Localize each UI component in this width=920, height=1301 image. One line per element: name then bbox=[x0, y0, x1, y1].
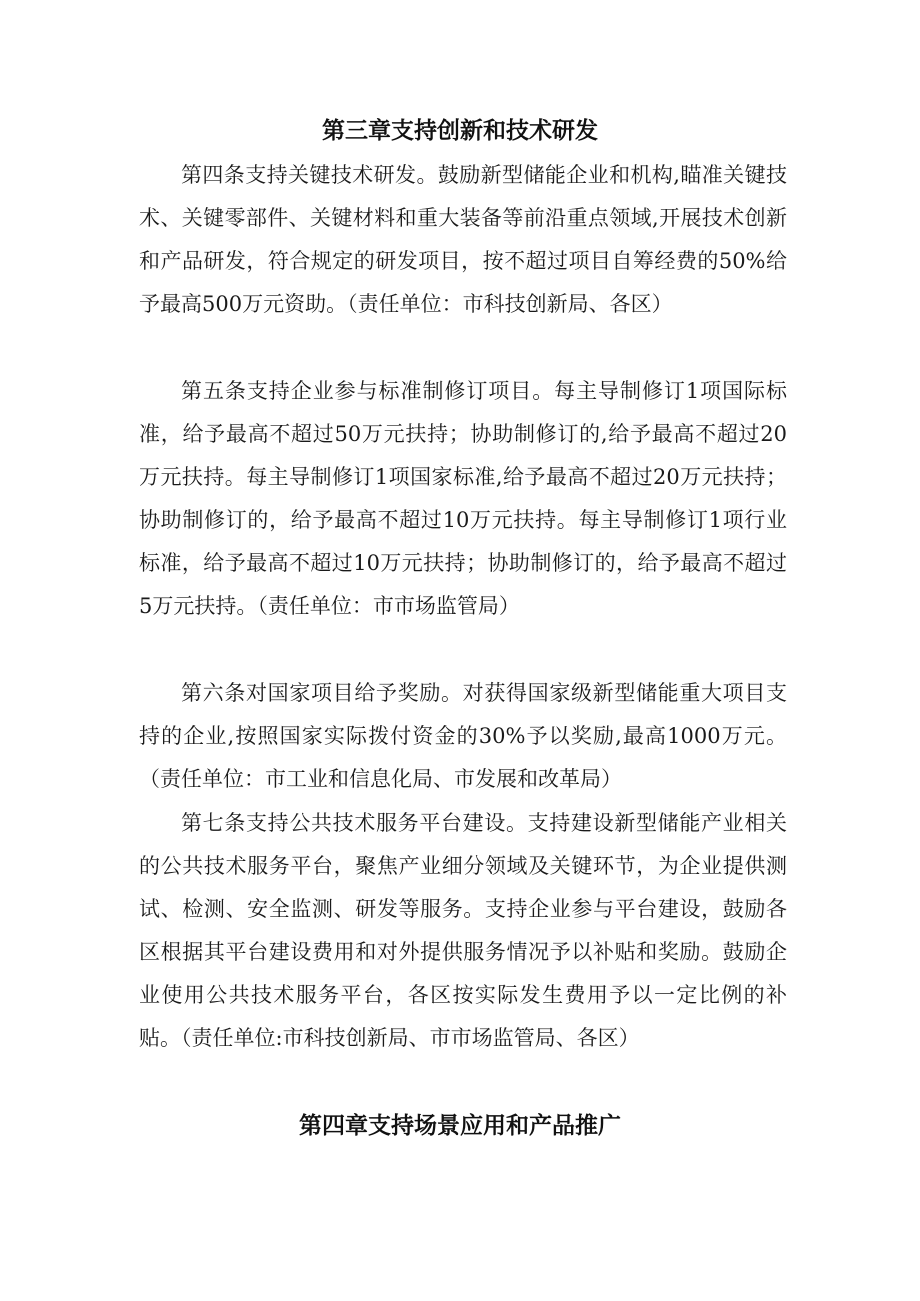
article-4: 第四条支持关键技术研发。鼓励新型储能企业和机构,瞄准关键技术、关键零部件、关键材料和重大装备等前沿重点领域,开展技术创新和产品研发，符合规定的研发项目，按不超过项目自筹经费的50%给予最高500万元资助。（责任单位：市科技创新局、各区） bbox=[139, 163, 787, 316]
chapter-4-title: 第四章支持场景应用和产品推广 bbox=[299, 1113, 621, 1139]
article-5: 第五条支持企业参与标准制修订项目。每主导制修订1项国际标准，给予最高不超过50万元扶持；协助制修订的,给予最高不超过20万元扶持。每主导制修订1项国家标准,给予最高不超过20万元扶持；协助制修订的，给予最高不超过10万元扶持。每主导制修订1项行业标准，给予最高不超过10万元扶持；协助制修订的，给予最高不超过5万元扶持。（责任单位：市市场监管局） bbox=[139, 379, 787, 618]
article-6: 第六条对国家项目给予奖励。对获得国家级新型储能重大项目支持的企业,按照国家实际拨付资金的30%予以奖励,最高1000万元。（责任单位：市工业和信息化局、市发展和改革局） bbox=[139, 681, 787, 791]
chapter-3-title: 第三章支持创新和技术研发 bbox=[322, 118, 598, 144]
article-7: 第七条支持公共技术服务平台建设。支持建设新型储能产业相关的公共技术服务平台，聚焦产业细分领域及关键环节，为企业提供测试、检测、安全监测、研发等服务。支持企业参与平台建设，鼓励各区根据其平台建设费用和对外提供服务情况予以补贴和奖励。鼓励企业使用公共技术服务平台，各区按实际发生费用予以一定比例的补贴。（责任单位:市科技创新局、市市场监管局、各区） bbox=[139, 811, 787, 1050]
